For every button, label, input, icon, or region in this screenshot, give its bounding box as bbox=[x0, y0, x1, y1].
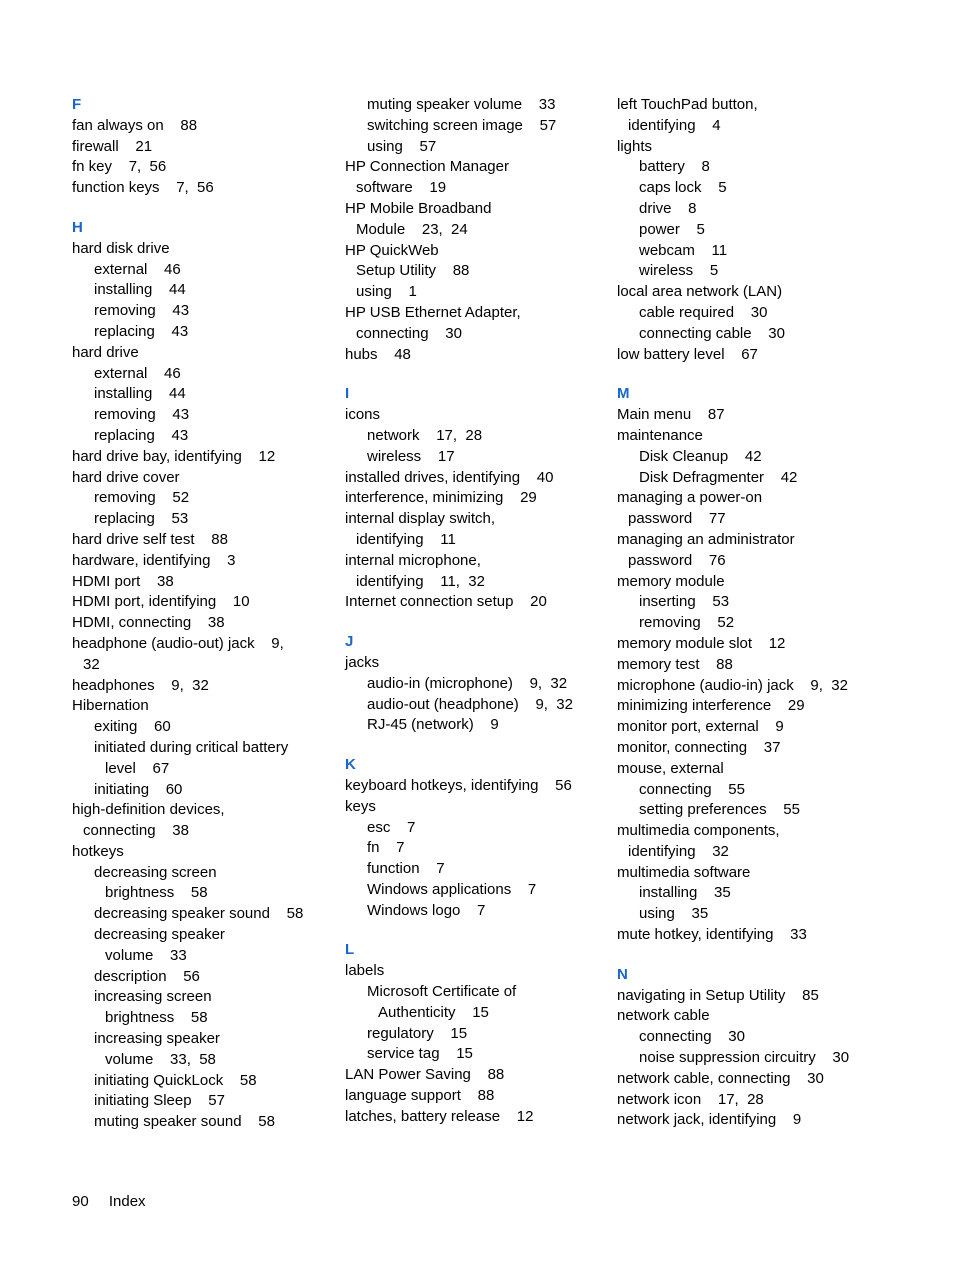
index-subentry: audio-in (microphone) 9, 32 bbox=[367, 674, 568, 692]
index-subentry: switching screen image 57 bbox=[367, 116, 557, 134]
index-letter-heading: M bbox=[617, 385, 630, 403]
page-footer bbox=[72, 1192, 162, 1212]
index-entry: installed drives, identifying 40 bbox=[345, 468, 554, 486]
index-entry: fan always on 88 bbox=[72, 116, 198, 134]
index-entry: language support 88 bbox=[345, 1087, 495, 1105]
index-letter-heading: L bbox=[345, 941, 355, 959]
index-entry: identifying 4 bbox=[628, 116, 721, 134]
index-entry: hard drive self test 88 bbox=[72, 530, 228, 548]
index-subentry: initiating 60 bbox=[94, 780, 183, 798]
index-entry: mute hotkey, identifying 33 bbox=[617, 926, 807, 944]
index-entry: hubs 48 bbox=[345, 345, 411, 363]
index-entry: left TouchPad button, bbox=[617, 96, 758, 113]
section-gap bbox=[617, 946, 879, 965]
index-subentry: exiting 60 bbox=[94, 718, 171, 736]
index-subentry: installing 35 bbox=[639, 884, 731, 902]
index-entry: managing an administrator bbox=[617, 530, 795, 548]
index-subentry: Disk Cleanup 42 bbox=[639, 447, 762, 465]
index-subentry: inserting 53 bbox=[639, 593, 730, 611]
index-subentry: connecting 30 bbox=[639, 1028, 745, 1046]
index-entry: HP USB Ethernet Adapter, bbox=[345, 303, 521, 321]
index-subentry: decreasing speaker bbox=[94, 926, 225, 944]
index-entry: high-definition devices, bbox=[72, 801, 225, 819]
index-subentry: removing 43 bbox=[94, 302, 190, 320]
index-entry: identifying 11 bbox=[356, 530, 456, 548]
index-subentry: initiated during critical battery bbox=[94, 738, 289, 756]
index-entry: firewall 21 bbox=[72, 137, 153, 155]
index-entry: network icon 17, 28 bbox=[617, 1090, 764, 1108]
index-subentry: using 57 bbox=[367, 137, 437, 155]
section-gap bbox=[345, 736, 607, 755]
section-gap bbox=[345, 921, 607, 940]
index-entry: Internet connection setup 20 bbox=[345, 593, 547, 611]
index-subentry: connecting cable 30 bbox=[639, 324, 785, 342]
index-subentry: regulatory 15 bbox=[367, 1024, 468, 1042]
index-subentry: battery 8 bbox=[639, 158, 710, 176]
index-subentry: noise suppression circuitry 30 bbox=[639, 1049, 850, 1067]
index-subentry: connecting 55 bbox=[639, 780, 745, 798]
section-gap bbox=[72, 199, 334, 218]
index-entry: microphone (audio-in) jack 9, 32 bbox=[617, 676, 848, 694]
index-subentry: replacing 43 bbox=[94, 426, 189, 444]
index-subentry: Windows logo 7 bbox=[367, 901, 486, 919]
index-entry: Main menu 87 bbox=[617, 406, 725, 424]
index-subentry: decreasing screen bbox=[94, 863, 217, 881]
index-entry: memory module slot 12 bbox=[617, 634, 786, 652]
section-gap bbox=[345, 365, 607, 384]
index-subentry: description 56 bbox=[94, 967, 200, 985]
index-column-3 bbox=[617, 95, 879, 1131]
index-letter-heading: H bbox=[72, 218, 83, 236]
index-subentry: muting speaker sound 58 bbox=[94, 1113, 275, 1131]
index-entry: HDMI, connecting 38 bbox=[72, 614, 225, 632]
index-entry: hardware, identifying 3 bbox=[72, 551, 236, 569]
index-entry: navigating in Setup Utility 85 bbox=[617, 986, 819, 1004]
index-entry: hard disk drive bbox=[72, 239, 170, 257]
index-entry: 32 bbox=[83, 655, 100, 673]
index-entry: latches, battery release 12 bbox=[345, 1107, 534, 1125]
index-entry: network jack, identifying 9 bbox=[617, 1111, 802, 1129]
index-entry: interference, minimizing 29 bbox=[345, 489, 537, 507]
index-subentry: level 67 bbox=[105, 759, 170, 777]
index-subentry: replacing 43 bbox=[94, 322, 189, 340]
index-subentry: initiating Sleep 57 bbox=[94, 1092, 225, 1110]
index-entry: jacks bbox=[345, 653, 380, 671]
index-entry: internal display switch, bbox=[345, 510, 496, 528]
index-entry: LAN Power Saving 88 bbox=[345, 1066, 505, 1084]
index-subentry: setting preferences 55 bbox=[639, 801, 800, 819]
index-entry: memory module bbox=[617, 572, 725, 590]
index-entry: headphone (audio-out) jack 9, bbox=[72, 634, 284, 652]
index-entry: password 76 bbox=[628, 551, 726, 569]
index-entry: memory test 88 bbox=[617, 655, 733, 673]
index-entry: monitor, connecting 37 bbox=[617, 738, 781, 756]
index-entry: icons bbox=[345, 406, 381, 424]
index-entry: fn key 7, 56 bbox=[72, 158, 167, 176]
index-subentry: fn 7 bbox=[367, 839, 405, 857]
index-subentry: audio-out (headphone) 9, 32 bbox=[367, 695, 573, 713]
index-entry: software 19 bbox=[356, 179, 447, 197]
index-subentry: cable required 30 bbox=[639, 303, 768, 321]
index-entry: password 77 bbox=[628, 510, 726, 528]
index-entry: monitor port, external 9 bbox=[617, 718, 784, 736]
index-letter-heading: I bbox=[345, 385, 350, 403]
index-subentry: muting speaker volume 33 bbox=[367, 96, 556, 113]
index-subentry: caps lock 5 bbox=[639, 179, 727, 197]
index-subentry: network 17, 28 bbox=[367, 426, 483, 444]
index-subentry: volume 33 bbox=[105, 946, 187, 964]
index-entry: lights bbox=[617, 137, 653, 155]
index-entry: Module 23, 24 bbox=[356, 220, 468, 238]
section-gap bbox=[617, 365, 879, 384]
page-number: 90 bbox=[72, 1193, 89, 1210]
index-subentry: Authenticity 15 bbox=[378, 1003, 489, 1021]
index-subentry: Microsoft Certificate of bbox=[367, 983, 517, 1001]
index-subentry: brightness 58 bbox=[105, 1009, 208, 1027]
index-subentry: brightness 58 bbox=[105, 884, 208, 902]
index-entry: local area network (LAN) bbox=[617, 283, 783, 301]
index-entry: keys bbox=[345, 797, 376, 815]
index-entry: mouse, external bbox=[617, 759, 724, 777]
index-entry: HDMI port, identifying 10 bbox=[72, 593, 250, 611]
index-subentry: RJ-45 (network) 9 bbox=[367, 716, 499, 734]
index-entry: internal microphone, bbox=[345, 551, 481, 569]
index-subentry: power 5 bbox=[639, 220, 705, 238]
index-entry: managing a power-on bbox=[617, 489, 763, 507]
index-subentry: installing 44 bbox=[94, 281, 186, 299]
index-subentry: drive 8 bbox=[639, 199, 697, 217]
section-gap bbox=[345, 613, 607, 632]
index-subentry: removing 43 bbox=[94, 406, 190, 424]
index-entry: HDMI port 38 bbox=[72, 572, 174, 590]
index-subentry: wireless 17 bbox=[367, 447, 455, 465]
index-entry: labels bbox=[345, 962, 385, 980]
index-subentry: service tag 15 bbox=[367, 1045, 473, 1063]
section-name: Index bbox=[108, 1193, 146, 1210]
index-subentry: webcam 11 bbox=[639, 241, 728, 259]
index-subentry: replacing 53 bbox=[94, 510, 189, 528]
index-entry: low battery level 67 bbox=[617, 345, 758, 363]
index-entry: maintenance bbox=[617, 426, 703, 444]
index-subentry: Disk Defragmenter 42 bbox=[639, 468, 798, 486]
index-entry: HP QuickWeb bbox=[345, 241, 439, 259]
index-subentry: installing 44 bbox=[94, 385, 186, 403]
index-subentry: function 7 bbox=[367, 860, 445, 878]
index-letter-heading: N bbox=[617, 965, 628, 983]
index-entry: identifying 11, 32 bbox=[356, 572, 485, 590]
index-letter-heading: J bbox=[345, 633, 354, 651]
index-entry: hard drive cover bbox=[72, 468, 180, 486]
index-entry: multimedia components, bbox=[617, 822, 780, 840]
index-entry: Setup Utility 88 bbox=[356, 262, 470, 280]
index-subentry: external 46 bbox=[94, 364, 181, 382]
index-entry: network cable, connecting 30 bbox=[617, 1069, 824, 1087]
index-entry: function keys 7, 56 bbox=[72, 179, 214, 197]
index-letter-heading: K bbox=[345, 756, 356, 774]
index-entry: using 1 bbox=[356, 283, 417, 301]
index-subentry: increasing speaker bbox=[94, 1030, 220, 1048]
index-subentry: initiating QuickLock 58 bbox=[94, 1071, 257, 1089]
index-subentry: wireless 5 bbox=[639, 262, 719, 280]
index-entry: headphones 9, 32 bbox=[72, 676, 209, 694]
index-entry: HP Connection Manager bbox=[345, 158, 509, 176]
index-entry: HP Mobile Broadband bbox=[345, 199, 492, 217]
index-entry: identifying 32 bbox=[628, 842, 729, 860]
index-entry: Hibernation bbox=[72, 697, 149, 715]
index-entry: minimizing interference 29 bbox=[617, 697, 805, 715]
index-subentry: removing 52 bbox=[94, 489, 190, 507]
index-entry: keyboard hotkeys, identifying 56 bbox=[345, 776, 572, 794]
index-subentry: removing 52 bbox=[639, 614, 735, 632]
index-entry: hard drive bay, identifying 12 bbox=[72, 447, 276, 465]
index-letter-heading: F bbox=[72, 96, 82, 113]
index-entry: hard drive bbox=[72, 343, 139, 361]
index-entry: hotkeys bbox=[72, 842, 124, 860]
index-subentry: Windows applications 7 bbox=[367, 880, 537, 898]
index-subentry: decreasing speaker sound 58 bbox=[94, 905, 304, 923]
index-entry: multimedia software bbox=[617, 863, 751, 881]
index-entry: connecting 38 bbox=[83, 822, 189, 840]
index-column-1 bbox=[72, 95, 334, 1133]
index-subentry: volume 33, 58 bbox=[105, 1050, 216, 1068]
index-subentry: using 35 bbox=[639, 905, 709, 923]
index-entry: network cable bbox=[617, 1007, 710, 1025]
index-subentry: esc 7 bbox=[367, 818, 416, 836]
index-entry: connecting 30 bbox=[356, 324, 462, 342]
index-subentry: increasing screen bbox=[94, 988, 212, 1006]
index-column-2 bbox=[345, 95, 607, 1128]
index-subentry: external 46 bbox=[94, 260, 181, 278]
